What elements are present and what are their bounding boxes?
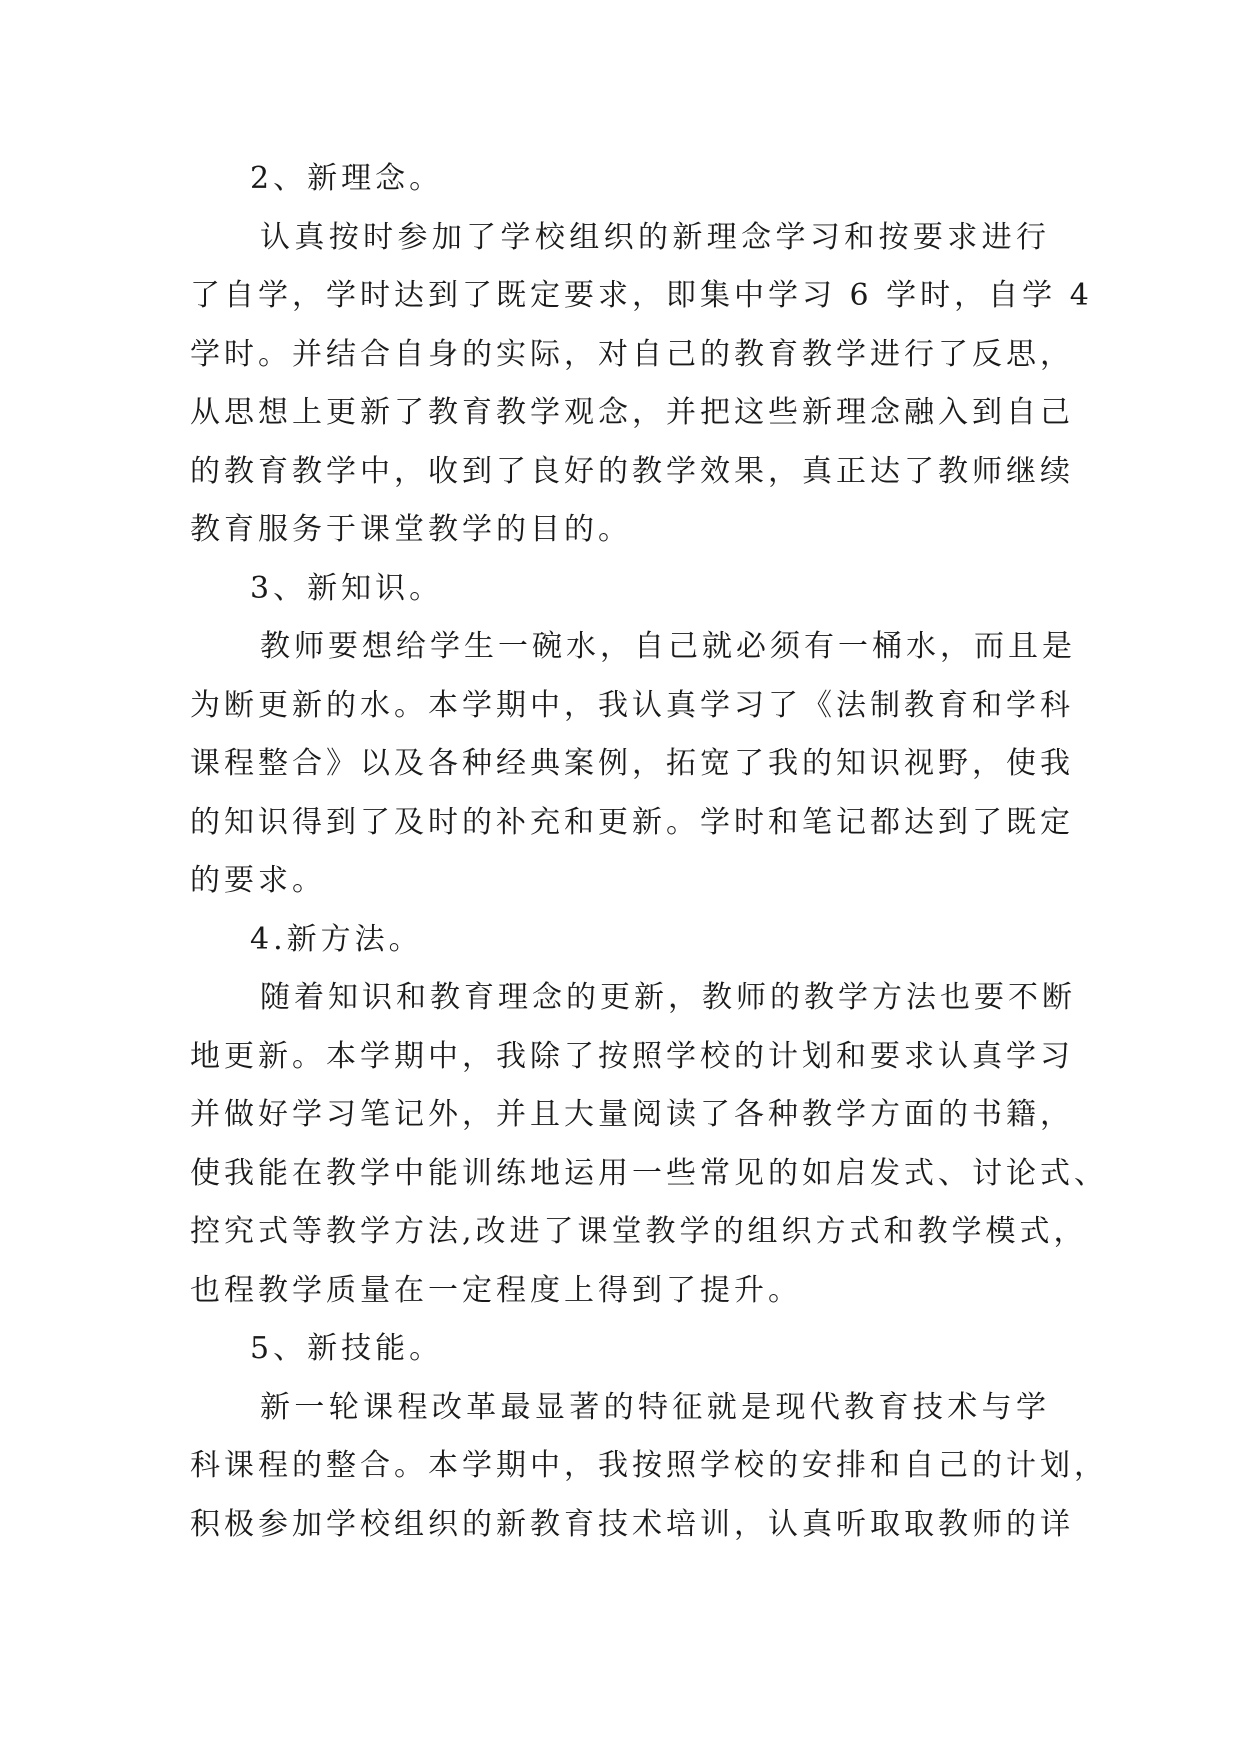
section-paragraph: [190, 1379, 1108, 1555]
section-new-knowledge: [190, 560, 1076, 911]
section-new-skills: [190, 1320, 1108, 1554]
section-heading: 2、新理念。: [250, 161, 444, 196]
paragraph-line: 控究式等教学方法,改进了课堂教学的组织方式和教学模式，: [190, 1214, 1088, 1249]
paragraph-line: 教育服务于课堂教学的目的。: [190, 512, 632, 547]
paragraph-line: 为断更新的水。本学期中，我认真学习了《法制教育和学科: [190, 687, 1074, 723]
section-paragraph: [190, 618, 1076, 911]
paragraph-line: 认真按时参加了学校组织的新理念学习和按要求进行: [260, 219, 1050, 255]
section-new-methods: [190, 911, 1108, 1321]
paragraph-line: 了自学，学时达到了既定要求，即集中学习 6 学时，自学 4: [190, 278, 1093, 313]
paragraph-line: 积极参加学校组织的新教育技术培训，认真听取取教师的详: [190, 1506, 1074, 1542]
section-paragraph: [190, 969, 1108, 1320]
document-body: [190, 150, 1108, 1554]
paragraph-line: 教师要想给学生一碗水，自己就必须有一桶水，而且是: [260, 629, 1076, 664]
section-heading: 3、新知识。: [250, 570, 444, 606]
paragraph-line: 课程整合》以及各种经典案例，拓宽了我的知识视野，使我: [190, 746, 1074, 781]
section-paragraph: [190, 209, 1093, 560]
section-new-concepts: [190, 150, 1093, 560]
paragraph-line: 从思想上更新了教育教学观念，并把这些新理念融入到自己: [190, 395, 1074, 430]
paragraph-line: 科课程的整合。本学期中，我按照学校的安排和自己的计划，: [190, 1448, 1108, 1483]
section-heading: 4.新方法。: [250, 921, 423, 957]
section-heading: 5、新技能。: [250, 1331, 444, 1366]
paragraph-line: 的教育教学中，收到了良好的教学效果，真正达了教师继续: [190, 453, 1074, 489]
paragraph-line: 学时。并结合自身的实际，对自己的教育教学进行了反思，: [190, 336, 1074, 372]
paragraph-line: 随着知识和教育理念的更新，教师的教学方法也要不断: [260, 980, 1076, 1015]
paragraph-line: 并做好学习笔记外，并且大量阅读了各种教学方面的书籍，: [190, 1097, 1074, 1132]
paragraph-line: 的要求。: [190, 863, 326, 898]
paragraph-line: 地更新。本学期中，我除了按照学校的计划和要求认真学习: [190, 1038, 1074, 1074]
paragraph-line: 使我能在教学中能训练地运用一些常见的如启发式、讨论式、: [190, 1155, 1108, 1191]
paragraph-line: 新一轮课程改革最显著的特征就是现代教育技术与学: [260, 1389, 1050, 1425]
paragraph-line: 也程教学质量在一定程度上得到了提升。: [190, 1272, 802, 1308]
paragraph-line: 的知识得到了及时的补充和更新。学时和笔记都达到了既定: [190, 804, 1074, 840]
